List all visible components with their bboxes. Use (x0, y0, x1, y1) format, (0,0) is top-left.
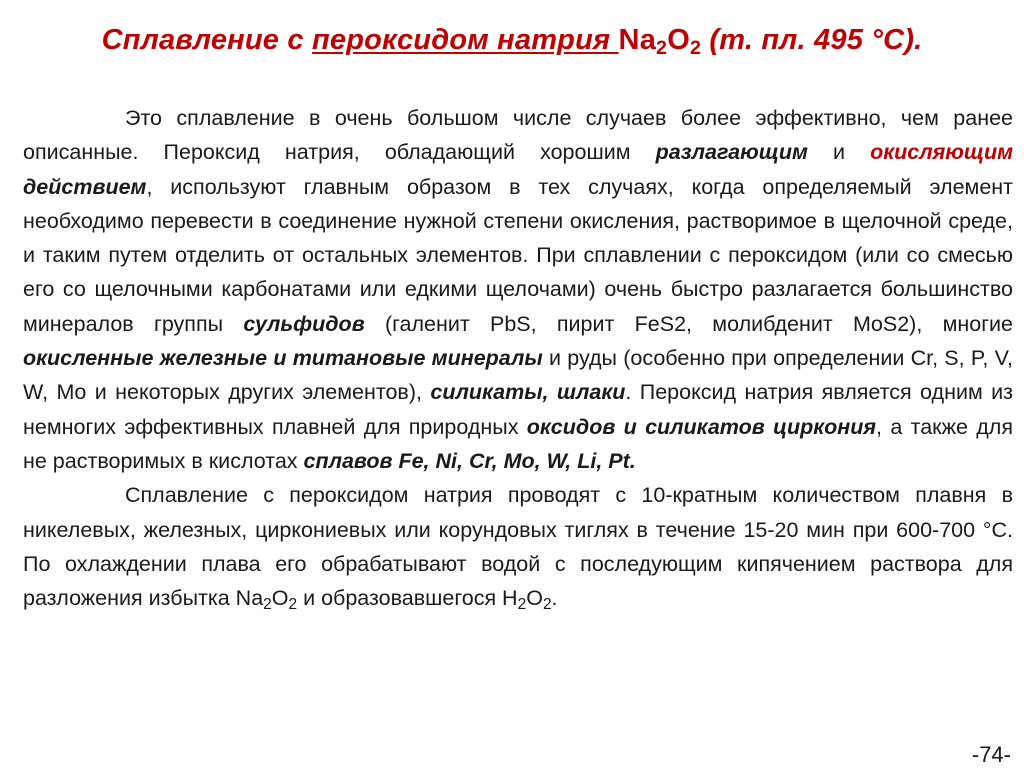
p1-emph-zirconium: оксидов и силикатов циркония (526, 414, 877, 439)
title-underlined (312, 24, 619, 56)
formula-na: Na (618, 24, 657, 56)
formula-na-sub: 2 (656, 36, 668, 59)
document-body (23, 101, 1013, 615)
p2-text-5: . (551, 586, 558, 611)
p1-text-1: Это сплавление в очень большом числе случаев более эффективно, чем ранее описанные. Пероксид натрия, обладающий хорошим (23, 106, 1013, 165)
formula-o: O (667, 24, 690, 56)
p2-text-2: O (271, 586, 289, 611)
page-number: -74- (971, 742, 1011, 767)
p1-emph-decomposing: разлагающим (655, 140, 808, 165)
p1-emph-minerals: окисленные железные и титановые минералы (23, 346, 543, 371)
p2-text-1: Сплавление с пероксидом натрия проводят с 10-кратным количеством плавня в никелевых, железных, циркониевых или корундовых тиглях в течение 15-20 мин при 600-700 °С. По охлаждении плава его обрабатывают водой с последующим кипячением раствора для разложения избытка Na (23, 483, 1013, 611)
p2-sub-4: 2 (542, 596, 552, 614)
title-tail: (т. пл. 495 °С). (701, 24, 923, 56)
p1-emph-action: действием (23, 174, 147, 199)
paragraph-2 (23, 478, 1013, 615)
p1-emph-oxidizing: окисляющим (870, 140, 1013, 165)
title-formula (618, 24, 702, 59)
p1-emph-alloys: сплавов Fe, Ni, Cr, Mo, W, Li, Pt. (303, 448, 636, 473)
p1-text-7: . Пероксид натрия является одним из немногих эффективных плавней для природных (23, 380, 1014, 439)
p1-text-6: и руды (особенно при определении Cr, S, P, V, W, Mo и некоторых других элементов), (23, 346, 1013, 405)
p2-sub-3: 2 (517, 596, 527, 614)
p2-text-3: и образовавшегося H (297, 586, 518, 611)
p2-text-4: O (526, 586, 543, 611)
formula-o-sub: 2 (689, 36, 702, 59)
title-underlined-text: пероксидом натрия (311, 24, 619, 56)
p1-emph-silicates: силикаты, шлаки (430, 380, 626, 405)
paragraph-1 (23, 101, 1013, 478)
p2-sub-1: 2 (263, 596, 272, 614)
title-part1: Сплавление с (101, 24, 312, 56)
p1-text-8: , а также для не растворимых в кислотах (23, 414, 1013, 473)
p1-text-2: и (807, 140, 871, 165)
p1-text-5: (галенит PbS, пирит FeS2, молибденит MoS2), многие (364, 311, 1014, 336)
p2-sub-2: 2 (288, 596, 298, 614)
page-title (0, 24, 1024, 57)
p1-emph-sulfides: сульфидов (243, 311, 365, 336)
p1-text-4: , используют главным образом в тех случаях, когда определяемый элемент необходимо перевести в соединение нужной степени окисления, растворимое в щелочной среде, и таким путем отделить от остальных элементов. При сплавлении с пероксидом (или со смесью его со щелочными карбонатами или едкими щелочами) очень быстро разлагается большинство минералов группы (23, 174, 1013, 336)
